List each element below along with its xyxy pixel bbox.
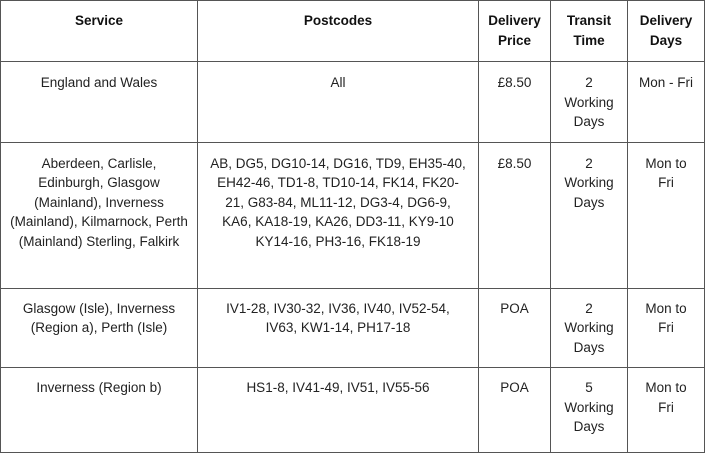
table-row — [1, 142, 705, 288]
header-delivery-days: Delivery Days — [628, 1, 705, 62]
header-row — [1, 1, 705, 62]
header-postcodes: Postcodes — [198, 1, 479, 62]
table-row — [1, 288, 705, 368]
cell-transit-time: 2 Working Days — [551, 288, 628, 368]
table-row — [1, 368, 705, 453]
cell-postcodes: IV1-28, IV30-32, IV36, IV40, IV52-54, IV63, KW1-14, PH17-18 — [198, 288, 479, 368]
cell-delivery-days: Mon to Fri — [628, 142, 705, 288]
cell-service: England and Wales — [1, 62, 198, 143]
header-service: Service — [1, 1, 198, 62]
cell-delivery-price: £8.50 — [479, 62, 551, 143]
cell-delivery-days: Mon to Fri — [628, 288, 705, 368]
cell-postcodes: All — [198, 62, 479, 143]
cell-delivery-days: Mon to Fri — [628, 368, 705, 453]
cell-postcodes: AB, DG5, DG10-14, DG16, TD9, EH35-40, EH42-46, TD1-8, TD10-14, FK14, FK20-21, G83-84, ML11-12, DG3-4, DG6-9, KA6, KA18-19, KA26, DD3-11, KY9-10 KY14-16, PH3-16, FK18-19 — [198, 142, 479, 288]
cell-delivery-price: POA — [479, 368, 551, 453]
cell-service: Glasgow (Isle), Inverness (Region a), Perth (Isle) — [1, 288, 198, 368]
header-delivery-price: Delivery Price — [479, 1, 551, 62]
cell-service: Aberdeen, Carlisle, Edinburgh, Glasgow (Mainland), Inverness (Mainland), Kilmarnock, Perth (Mainland) Sterling, Falkirk — [1, 142, 198, 288]
cell-delivery-days: Mon - Fri — [628, 62, 705, 143]
cell-transit-time: 2 Working Days — [551, 142, 628, 288]
table-row — [1, 62, 705, 143]
cell-transit-time: 5 Working Days — [551, 368, 628, 453]
cell-delivery-price: £8.50 — [479, 142, 551, 288]
cell-postcodes: HS1-8, IV41-49, IV51, IV55-56 — [198, 368, 479, 453]
cell-transit-time: 2 Working Days — [551, 62, 628, 143]
cell-service: Inverness (Region b) — [1, 368, 198, 453]
cell-delivery-price: POA — [479, 288, 551, 368]
header-transit-time: Transit Time — [551, 1, 628, 62]
